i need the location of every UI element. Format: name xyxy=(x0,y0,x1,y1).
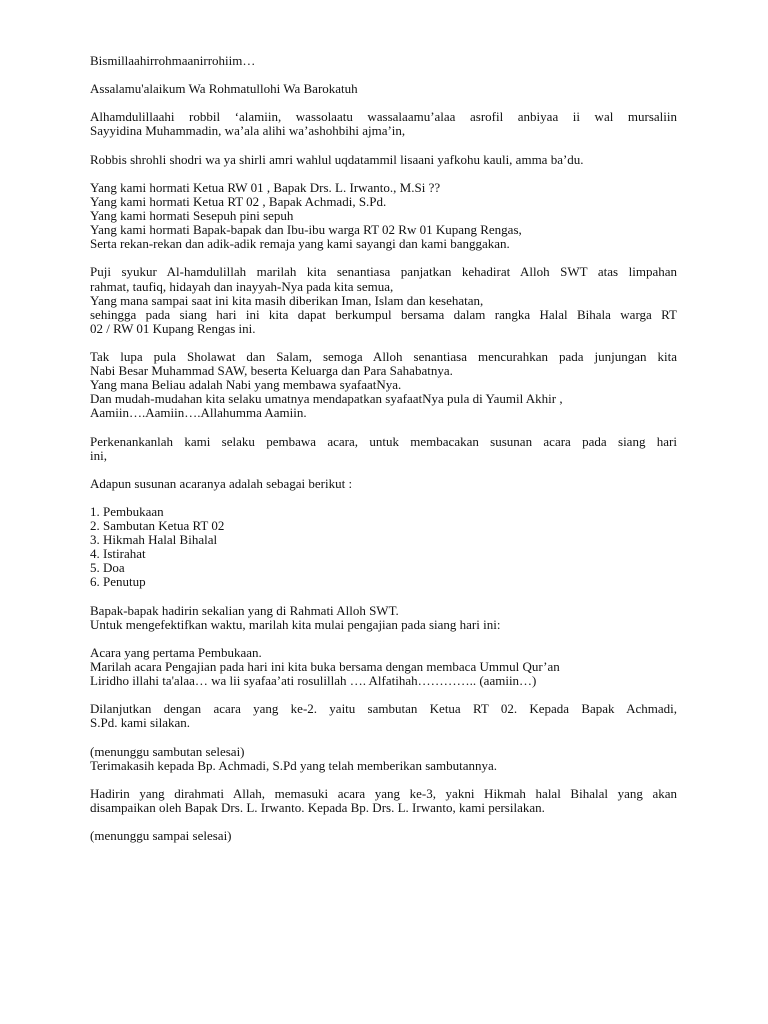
text-line: Yang kami hormati Ketua RT 02 , Bapak Achmadi, S.Pd. xyxy=(90,193,387,209)
text-line: Acara yang pertama Pembukaan. xyxy=(90,644,262,660)
salam-line xyxy=(90,82,677,96)
susunan-intro xyxy=(90,477,677,491)
text-line: S.Pd. kami silakan. xyxy=(90,715,191,731)
text-line: Nabi Besar Muhammad SAW, beserta Keluarga dan Para Sahabatnya. xyxy=(90,363,453,379)
text-line: Sayyidina Muhammadin, wa’ala alihi wa’ashohbihi ajma’in, xyxy=(90,123,406,139)
text-line: Adapun susunan acaranya adalah sebagai berikut : xyxy=(90,475,353,491)
text-line: Marilah acara Pengajian pada hari ini kita buka bersama dengan membaca Ummul Qur’an xyxy=(90,659,560,675)
text-line: Yang kami hormati Ketua RW 01 , Bapak Drs. L. Irwanto., M.Si ?? xyxy=(90,179,441,195)
text-line: Bismillaahirrohmaanirrohiim… xyxy=(90,53,256,68)
agenda-item: 6. Penutup xyxy=(90,574,146,590)
syukur-paragraph xyxy=(90,265,677,335)
text-line: Assalamu'alaikum Wa Rohmatullohi Wa Barokatuh xyxy=(90,81,358,97)
hamdalah-paragraph xyxy=(90,110,677,138)
text-line: Yang mana Beliau adalah Nabi yang membawa syafaatNya. xyxy=(90,377,402,393)
text-line: Puji syukur Al-hamdulillah marilah kita senantiasa panjatkan kehadirat Alloh SWT atas limpahan xyxy=(90,264,677,280)
perkenankan-paragraph xyxy=(90,435,677,463)
text-line: Yang mana sampai saat ini kita masih diberikan Iman, Islam dan kesehatan, xyxy=(90,292,484,308)
doa-lisan-line xyxy=(90,153,677,167)
menunggu-sambutan-paragraph xyxy=(90,745,677,773)
text-line: Terimakasih kepada Bp. Achmadi, S.Pd yang telah memberikan sambutannya. xyxy=(90,757,498,773)
hadirin-paragraph xyxy=(90,604,677,632)
text-line: Perkenankanlah kami selaku pembawa acara, untuk membacakan susunan acara pada siang hari xyxy=(90,433,677,449)
text-line: Liridho illahi ta'alaa… wa lii syafaa’ati rosulillah …. Alfatihah………….. (aamiin…) xyxy=(90,673,537,689)
text-line: Alhamdulillaahi robbil ‘alamiin, wassolaatu wassalaamu’alaa asrofil anbiyaa ii wal mursaliin xyxy=(90,109,677,125)
text-line: Yang kami hormati Sesepuh pini sepuh xyxy=(90,208,294,224)
text-line: disampaikan oleh Bapak Drs. L. Irwanto. Kepada Bp. Drs. L. Irwanto, kami persilakan. xyxy=(90,799,545,815)
agenda-list xyxy=(90,505,677,590)
agenda-item: 2. Sambutan Ketua RT 02 xyxy=(90,518,225,534)
text-line: Aamiin….Aamiin….Allahumma Aamiin. xyxy=(90,405,307,421)
opening-line xyxy=(90,54,677,68)
sambutan-paragraph xyxy=(90,702,677,730)
text-line: Dan mudah-mudahan kita selaku umatnya mendapatkan syafaatNya pula di Yaumil Akhir , xyxy=(90,391,563,407)
text-line: (menunggu sampai selesai) xyxy=(90,828,232,844)
text-line: sehingga pada siang hari ini kita dapat berkumpul bersama dalam rangka Halal Bihala warga RT xyxy=(90,306,677,322)
text-line: Dilanjutkan dengan acara yang ke-2. yaitu sambutan Ketua RT 02. Kepada Bapak Achmadi, xyxy=(90,701,677,717)
text-line: Tak lupa pula Sholawat dan Salam, semoga Alloh senantiasa mencurahkan pada junjungan kita xyxy=(90,348,677,364)
greetings-paragraph xyxy=(90,181,677,251)
agenda-item: 3. Hikmah Halal Bihalal xyxy=(90,532,218,548)
hikmah-paragraph xyxy=(90,787,677,815)
agenda-item: 5. Doa xyxy=(90,560,125,576)
text-line: (menunggu sambutan selesai) xyxy=(90,743,245,759)
agenda-item: 4. Istirahat xyxy=(90,546,146,562)
sholawat-paragraph xyxy=(90,350,677,420)
text-line: Yang kami hormati Bapak-bapak dan Ibu-ibu warga RT 02 Rw 01 Kupang Rengas, xyxy=(90,222,522,238)
text-line: Bapak-bapak hadirin sekalian yang di Rahmati Alloh SWT. xyxy=(90,602,399,618)
pembukaan-paragraph xyxy=(90,646,677,688)
text-line: ini, xyxy=(90,447,107,463)
text-line: rahmat, taufiq, hidayah dan inayyah-Nya pada kita semua, xyxy=(90,278,394,294)
text-line: 02 / RW 01 Kupang Rengas ini. xyxy=(90,320,256,336)
document-page xyxy=(90,54,677,857)
text-line: Robbis shrohli shodri wa ya shirli amri wahlul uqdatammil lisaani yafkohu kauli, amma ba’du. xyxy=(90,151,584,167)
text-line: Untuk mengefektifkan waktu, marilah kita mulai pengajian pada siang hari ini: xyxy=(90,616,501,632)
agenda-item: 1. Pembukaan xyxy=(90,504,164,519)
text-line: Serta rekan-rekan dan adik-adik remaja yang kami sayangi dan kami banggakan. xyxy=(90,236,510,252)
text-line: Hadirin yang dirahmati Allah, memasuki acara yang ke-3, yakni Hikmah halal Bihalal yang akan xyxy=(90,785,677,801)
menunggu-selesai-line xyxy=(90,829,677,843)
